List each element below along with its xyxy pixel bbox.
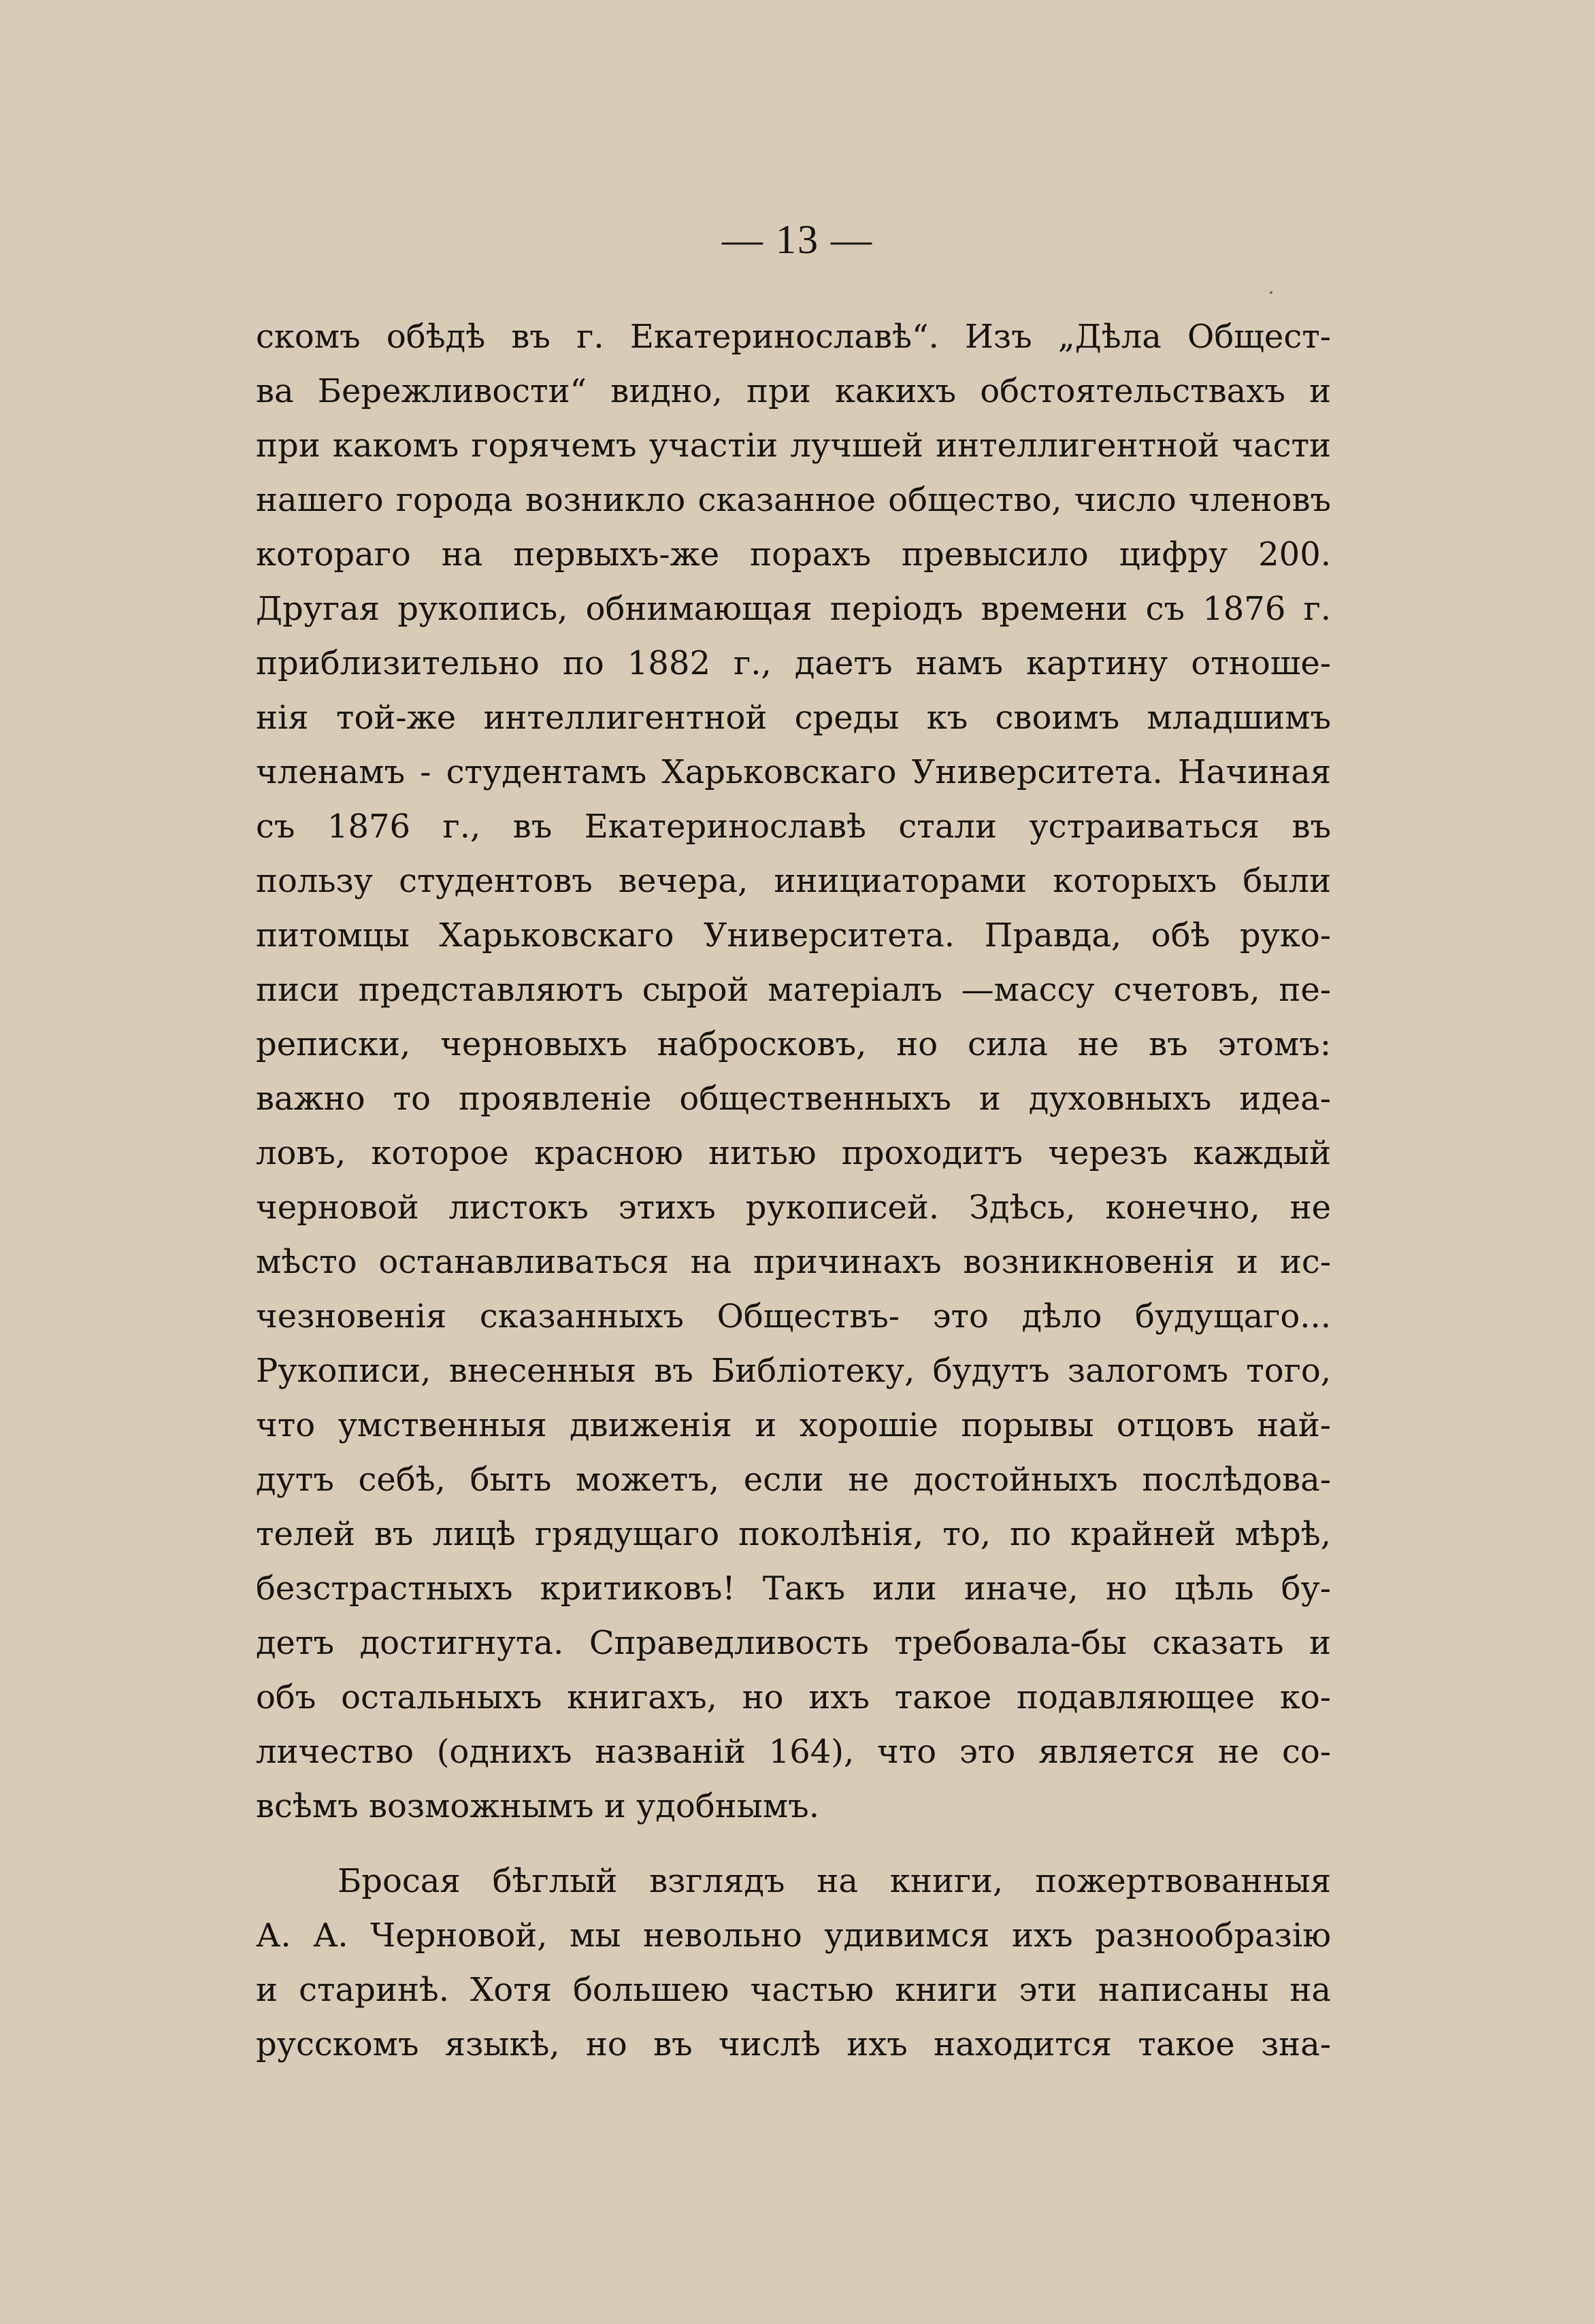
text-line: детъ достигнута. Справедливость требовала-бы сказать и — [256, 1624, 1331, 1662]
text-line: питомцы Харьковскаго Университета. Правда, обѣ руко- — [256, 916, 1331, 954]
paragraph-1 — [256, 310, 1331, 1833]
text-line: важно то проявленіе общественныхъ и духовныхъ идеа- — [256, 1080, 1331, 1118]
text-line: и старинѣ. Хотя большею частью книги эти написаны на — [256, 1971, 1331, 2009]
text-line: объ остальныхъ книгахъ, но ихъ такое подавляющее ко- — [256, 1678, 1331, 1716]
text-line: пользу студентовъ вечера, инициаторами которыхъ были — [256, 862, 1331, 900]
paragraph-2 — [256, 1854, 1331, 2072]
text-line: реписки, черновыхъ набросковъ, но сила не въ этомъ: — [256, 1025, 1331, 1063]
text-line: личество (однихъ названій 164), что это является не со- — [256, 1733, 1331, 1771]
text-line: Рукописи, внесенныя въ Библіотеку, будутъ залогомъ того, — [256, 1352, 1331, 1390]
text-line: ва Бережливости“ видно, при какихъ обстоятельствахъ и — [256, 372, 1331, 410]
text-line: нія той-же интеллигентной среды къ своимъ младшимъ — [256, 699, 1331, 737]
text-line: ловъ, которое красною нитью проходитъ черезъ каждый — [256, 1134, 1331, 1172]
text-line: Бросая бѣглый взглядъ на книги, пожертвованныя — [338, 1862, 1331, 1900]
text-line: А. А. Черновой, мы невольно удивимся ихъ разнообразію — [256, 1916, 1331, 1955]
text-line: что умственныя движенія и хорошіе порывы отцовъ най- — [256, 1406, 1331, 1444]
text-line: скомъ обѣдѣ въ г. Екатеринославѣ“. Изъ „Дѣла Общест- — [256, 318, 1331, 356]
text-line: съ 1876 г., въ Екатеринославѣ стали устраиваться въ — [256, 808, 1331, 846]
text-line: русскомъ языкѣ, но въ числѣ ихъ находится такое зна- — [256, 2025, 1331, 2063]
text-line: мѣсто останавливаться на причинахъ возникновенія и ис- — [256, 1243, 1331, 1281]
text-line: при какомъ горячемъ участіи лучшей интеллигентной части — [256, 427, 1331, 465]
text-line: членамъ - студентамъ Харьковскаго Университета. Начиная — [256, 753, 1331, 791]
text-line: всѣмъ возможнымъ и удобнымъ. — [256, 1787, 819, 1825]
ink-speck — [1270, 291, 1272, 294]
text-line: приблизительно по 1882 г., даетъ намъ картину отноше- — [256, 644, 1331, 682]
text-line: телей въ лицѣ грядущаго поколѣнія, то, по крайней мѣрѣ, — [256, 1515, 1331, 1553]
text-line: дутъ себѣ, быть можетъ, если не достойныхъ послѣдова- — [256, 1461, 1331, 1499]
text-line: нашего города возникло сказанное общество, число членовъ — [256, 481, 1331, 519]
text-line: безстрастныхъ критиковъ! Такъ или иначе, но цѣль бу- — [256, 1570, 1331, 1608]
paragraph-gap — [256, 1833, 1331, 1854]
text-line: писи представляютъ сырой матеріалъ —массу счетовъ, пе- — [256, 971, 1331, 1009]
text-line: черновой листокъ этихъ рукописей. Здѣсь, конечно, не — [256, 1189, 1331, 1227]
text-line: котораго на первыхъ-же порахъ превысило цифру 200. — [256, 535, 1331, 574]
text-line: Другая рукопись, обнимающая періодъ времени съ 1876 г. — [256, 590, 1331, 628]
text-line: чезновенія сказанныхъ Обществъ- это дѣло будущаго... — [256, 1297, 1331, 1335]
page-number: — 13 — — [722, 217, 873, 262]
body-text — [256, 310, 1331, 2072]
